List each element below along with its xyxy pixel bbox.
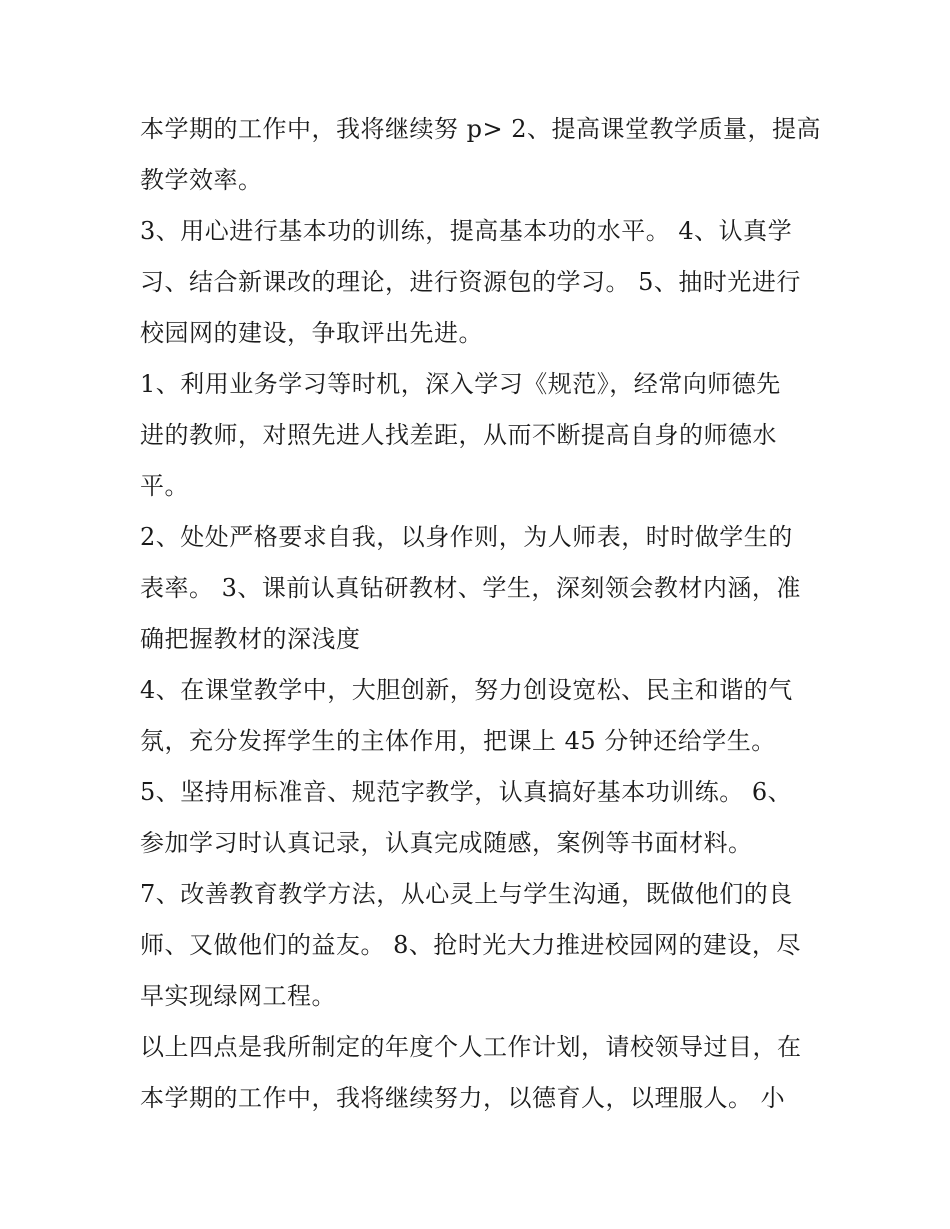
text-line: 2、处处严格要求自我，以身作则，为人师表，时时做学生的	[140, 523, 793, 551]
paragraph-4	[140, 512, 820, 665]
text-line: 确把握教材的深浅度	[140, 625, 361, 653]
text-line: 本学期的工作中，我将继续努 p> 2、提高课堂教学质量，提高	[140, 115, 821, 143]
paragraph-7	[140, 869, 820, 1022]
text-line: 早实现绿网工程。	[140, 982, 336, 1010]
text-line: 教学效率。	[140, 166, 263, 194]
text-line: 本学期的工作中，我将继续努力，以德育人，以理服人。 小	[140, 1084, 786, 1112]
text-line: 师、又做他们的益友。 8、抢时光大力推进校园网的建设，尽	[140, 931, 801, 959]
text-line: 7、改善教育教学方法，从心灵上与学生沟通，既做他们的良	[140, 880, 793, 908]
text-line: 表率。 3、课前认真钻研教材、学生，深刻领会教材内涵，准	[140, 574, 801, 602]
text-line: 4、在课堂教学中，大胆创新，努力创设宽松、民主和谐的气	[140, 676, 793, 704]
text-line: 以上四点是我所制定的年度个人工作计划，请校领导过目，在	[140, 1033, 802, 1061]
paragraph-6	[140, 767, 820, 869]
text-line: 参加学习时认真记录，认真完成随感，案例等书面材料。	[140, 829, 753, 857]
text-line: 平。	[140, 472, 189, 500]
text-line: 进的教师，对照先进人找差距，从而不断提高自身的师德水	[140, 421, 777, 449]
text-line: 1、利用业务学习等时机，深入学习《规范》，经常向师德先	[140, 370, 781, 398]
text-line: 氛，充分发挥学生的主体作用，把课上 45 分钟还给学生。	[140, 727, 776, 755]
paragraph-1	[140, 104, 820, 206]
paragraph-2	[140, 206, 820, 359]
paragraph-3	[140, 359, 820, 512]
text-line: 5、坚持用标准音、规范字教学，认真搞好基本功训练。 6、	[140, 778, 793, 806]
document-body	[140, 104, 820, 1124]
text-line: 3、用心进行基本功的训练，提高基本功的水平。 4、认真学	[140, 217, 793, 245]
text-line: 习、结合新课改的理论，进行资源包的学习。 5、抽时光进行	[140, 268, 801, 296]
paragraph-8	[140, 1022, 820, 1124]
text-line: 校园网的建设，争取评出先进。	[140, 319, 483, 347]
paragraph-5	[140, 665, 820, 767]
